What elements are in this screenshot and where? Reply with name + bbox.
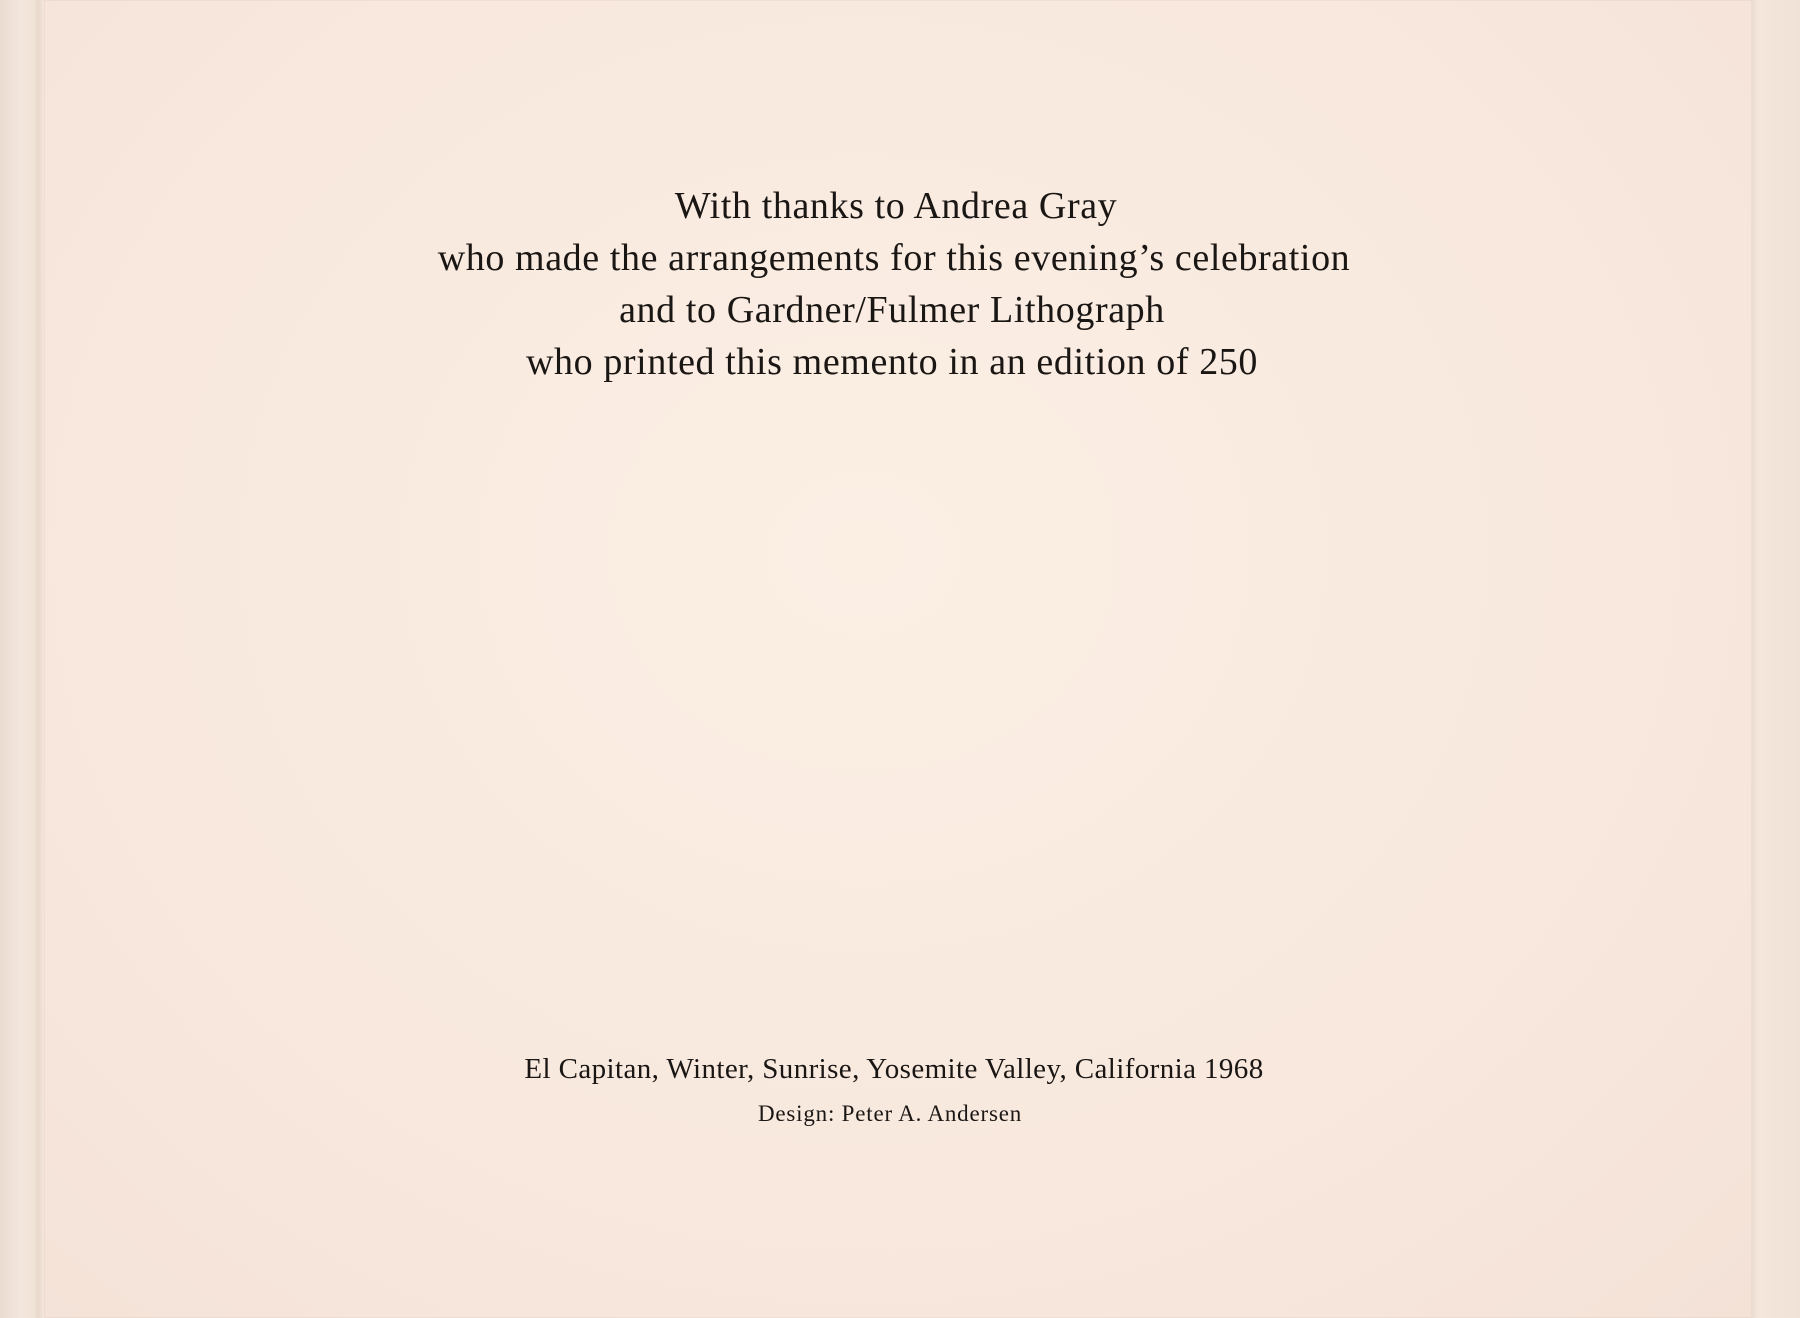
acknowledgment-line: who made the arrangements for this evening’s celebration xyxy=(437,237,1351,279)
acknowledgment-line: With thanks to Andrea Gray xyxy=(674,185,1118,227)
acknowledgments-block xyxy=(0,180,1800,388)
photo-caption: El Capitan, Winter, Sunrise, Yosemite Valley, California 1968 xyxy=(524,1053,1264,1085)
acknowledgment-line: and to Gardner/Fulmer Lithograph xyxy=(619,289,1165,331)
acknowledgment-line: who printed this memento in an edition of 250 xyxy=(525,341,1258,383)
design-credit: Design: Peter A. Andersen xyxy=(757,1101,1022,1126)
